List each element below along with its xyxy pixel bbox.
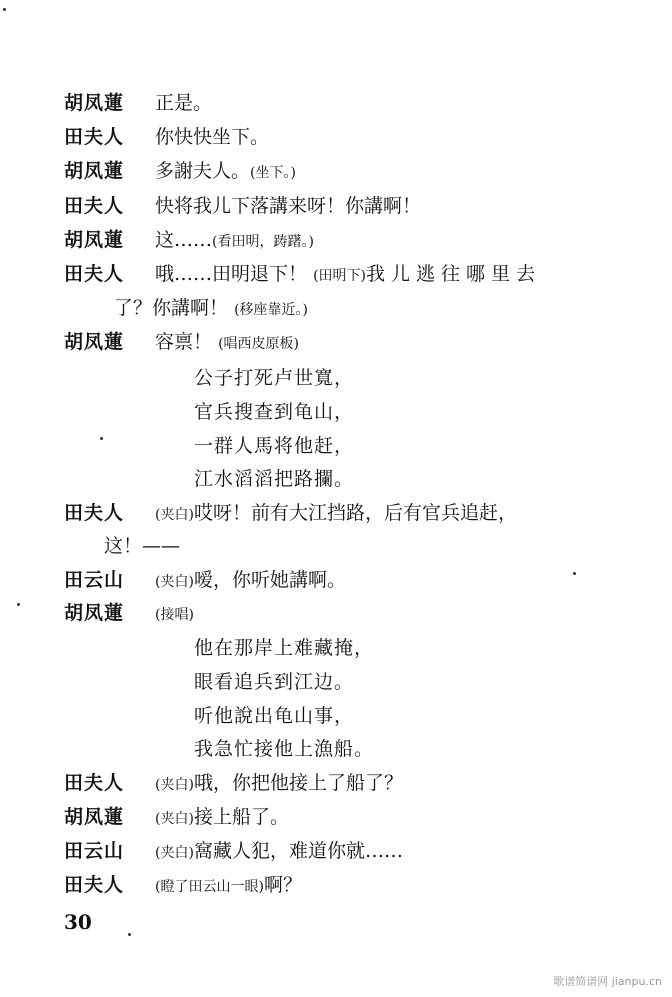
verse-line: 一群人馬将他赶， bbox=[194, 435, 355, 457]
speech-text: 哦，你把他接上了船了？ bbox=[193, 772, 403, 794]
stage-direction: (夹白) bbox=[155, 777, 194, 793]
speech-text: 哦……田明退下！ bbox=[155, 263, 308, 285]
speaker-name: 胡凤蓮 bbox=[64, 92, 125, 114]
stage-direction: (看田明，踌躇。) bbox=[212, 234, 314, 250]
speaker-name: 胡凤蓮 bbox=[64, 160, 125, 182]
speech-text-tail: 我儿逃往哪里去 bbox=[366, 263, 542, 285]
speaker-name: 田夫人 bbox=[64, 195, 125, 217]
stage-direction: (田明下) bbox=[313, 268, 366, 284]
speaker-name: 胡凤蓮 bbox=[64, 806, 125, 828]
scan-speck bbox=[128, 933, 131, 936]
stage-direction: (夹白) bbox=[155, 811, 194, 827]
stage-direction: (瞪了田云山一眼) bbox=[155, 879, 264, 895]
stage-direction: (接唱) bbox=[155, 607, 194, 623]
verse-line: 公子打死卢世寬， bbox=[194, 367, 355, 389]
speaker-name: 田夫人 bbox=[64, 772, 125, 794]
speaker-name: 田夫人 bbox=[64, 263, 125, 285]
site-watermark: 歌谱简谱网 jianpu.cn bbox=[553, 975, 662, 988]
scan-speck bbox=[17, 603, 20, 606]
speech-text: 接上船了。 bbox=[193, 806, 289, 828]
scan-speck bbox=[3, 8, 6, 11]
speech-text: 啊？ bbox=[263, 874, 302, 896]
speech-text: 嗳，你听她講啊。 bbox=[193, 569, 346, 591]
speaker-name: 胡凤蓮 bbox=[64, 229, 125, 251]
speech-text: 窩藏人犯，难道你就…… bbox=[193, 840, 403, 862]
speaker-name: 胡凤蓮 bbox=[64, 331, 125, 353]
speech-text: 这！—— bbox=[104, 535, 181, 557]
scan-speck bbox=[100, 437, 103, 440]
speaker-name: 田夫人 bbox=[64, 874, 125, 896]
speaker-name: 田云山 bbox=[64, 569, 125, 591]
speaker-name: 胡凤蓮 bbox=[64, 602, 125, 624]
speech-text: 多謝夫人。 bbox=[155, 160, 251, 182]
speech-text: 了？你講啊！ bbox=[114, 297, 229, 319]
speech-text: 正是。 bbox=[155, 92, 213, 114]
stage-direction: (坐下。) bbox=[250, 165, 296, 181]
speech-text: 你快快坐下。 bbox=[155, 126, 270, 148]
verse-line: 听他說出龟山事， bbox=[194, 705, 355, 727]
stage-direction: (夹白) bbox=[155, 507, 194, 523]
speech-text: 容禀！ bbox=[155, 331, 213, 353]
page-number: 30 bbox=[64, 910, 92, 934]
stage-direction: (移座靠近。) bbox=[234, 302, 308, 318]
speech-text: 这…… bbox=[155, 229, 213, 251]
verse-line: 官兵搜查到龟山， bbox=[194, 401, 355, 423]
stage-direction: (夹白) bbox=[155, 845, 194, 861]
verse-line: 江水滔滔把路攔。 bbox=[194, 468, 355, 490]
verse-line: 他在那岸上难藏掩， bbox=[194, 637, 375, 659]
stage-direction: (夹白) bbox=[155, 574, 194, 590]
stage-direction: (唱西皮原板) bbox=[218, 336, 299, 352]
speaker-name: 田夫人 bbox=[64, 502, 125, 524]
verse-line: 眼看追兵到江边。 bbox=[194, 671, 355, 693]
scan-speck bbox=[573, 572, 576, 575]
speaker-name: 田云山 bbox=[64, 840, 125, 862]
speech-text: 哎呀！前有大江挡路，后有官兵追赶， bbox=[193, 502, 517, 524]
verse-line: 我急忙接他上漁船。 bbox=[194, 738, 375, 760]
speech-text: 快将我儿下落講来呀！你講啊！ bbox=[155, 195, 422, 217]
speaker-name: 田夫人 bbox=[64, 126, 125, 148]
